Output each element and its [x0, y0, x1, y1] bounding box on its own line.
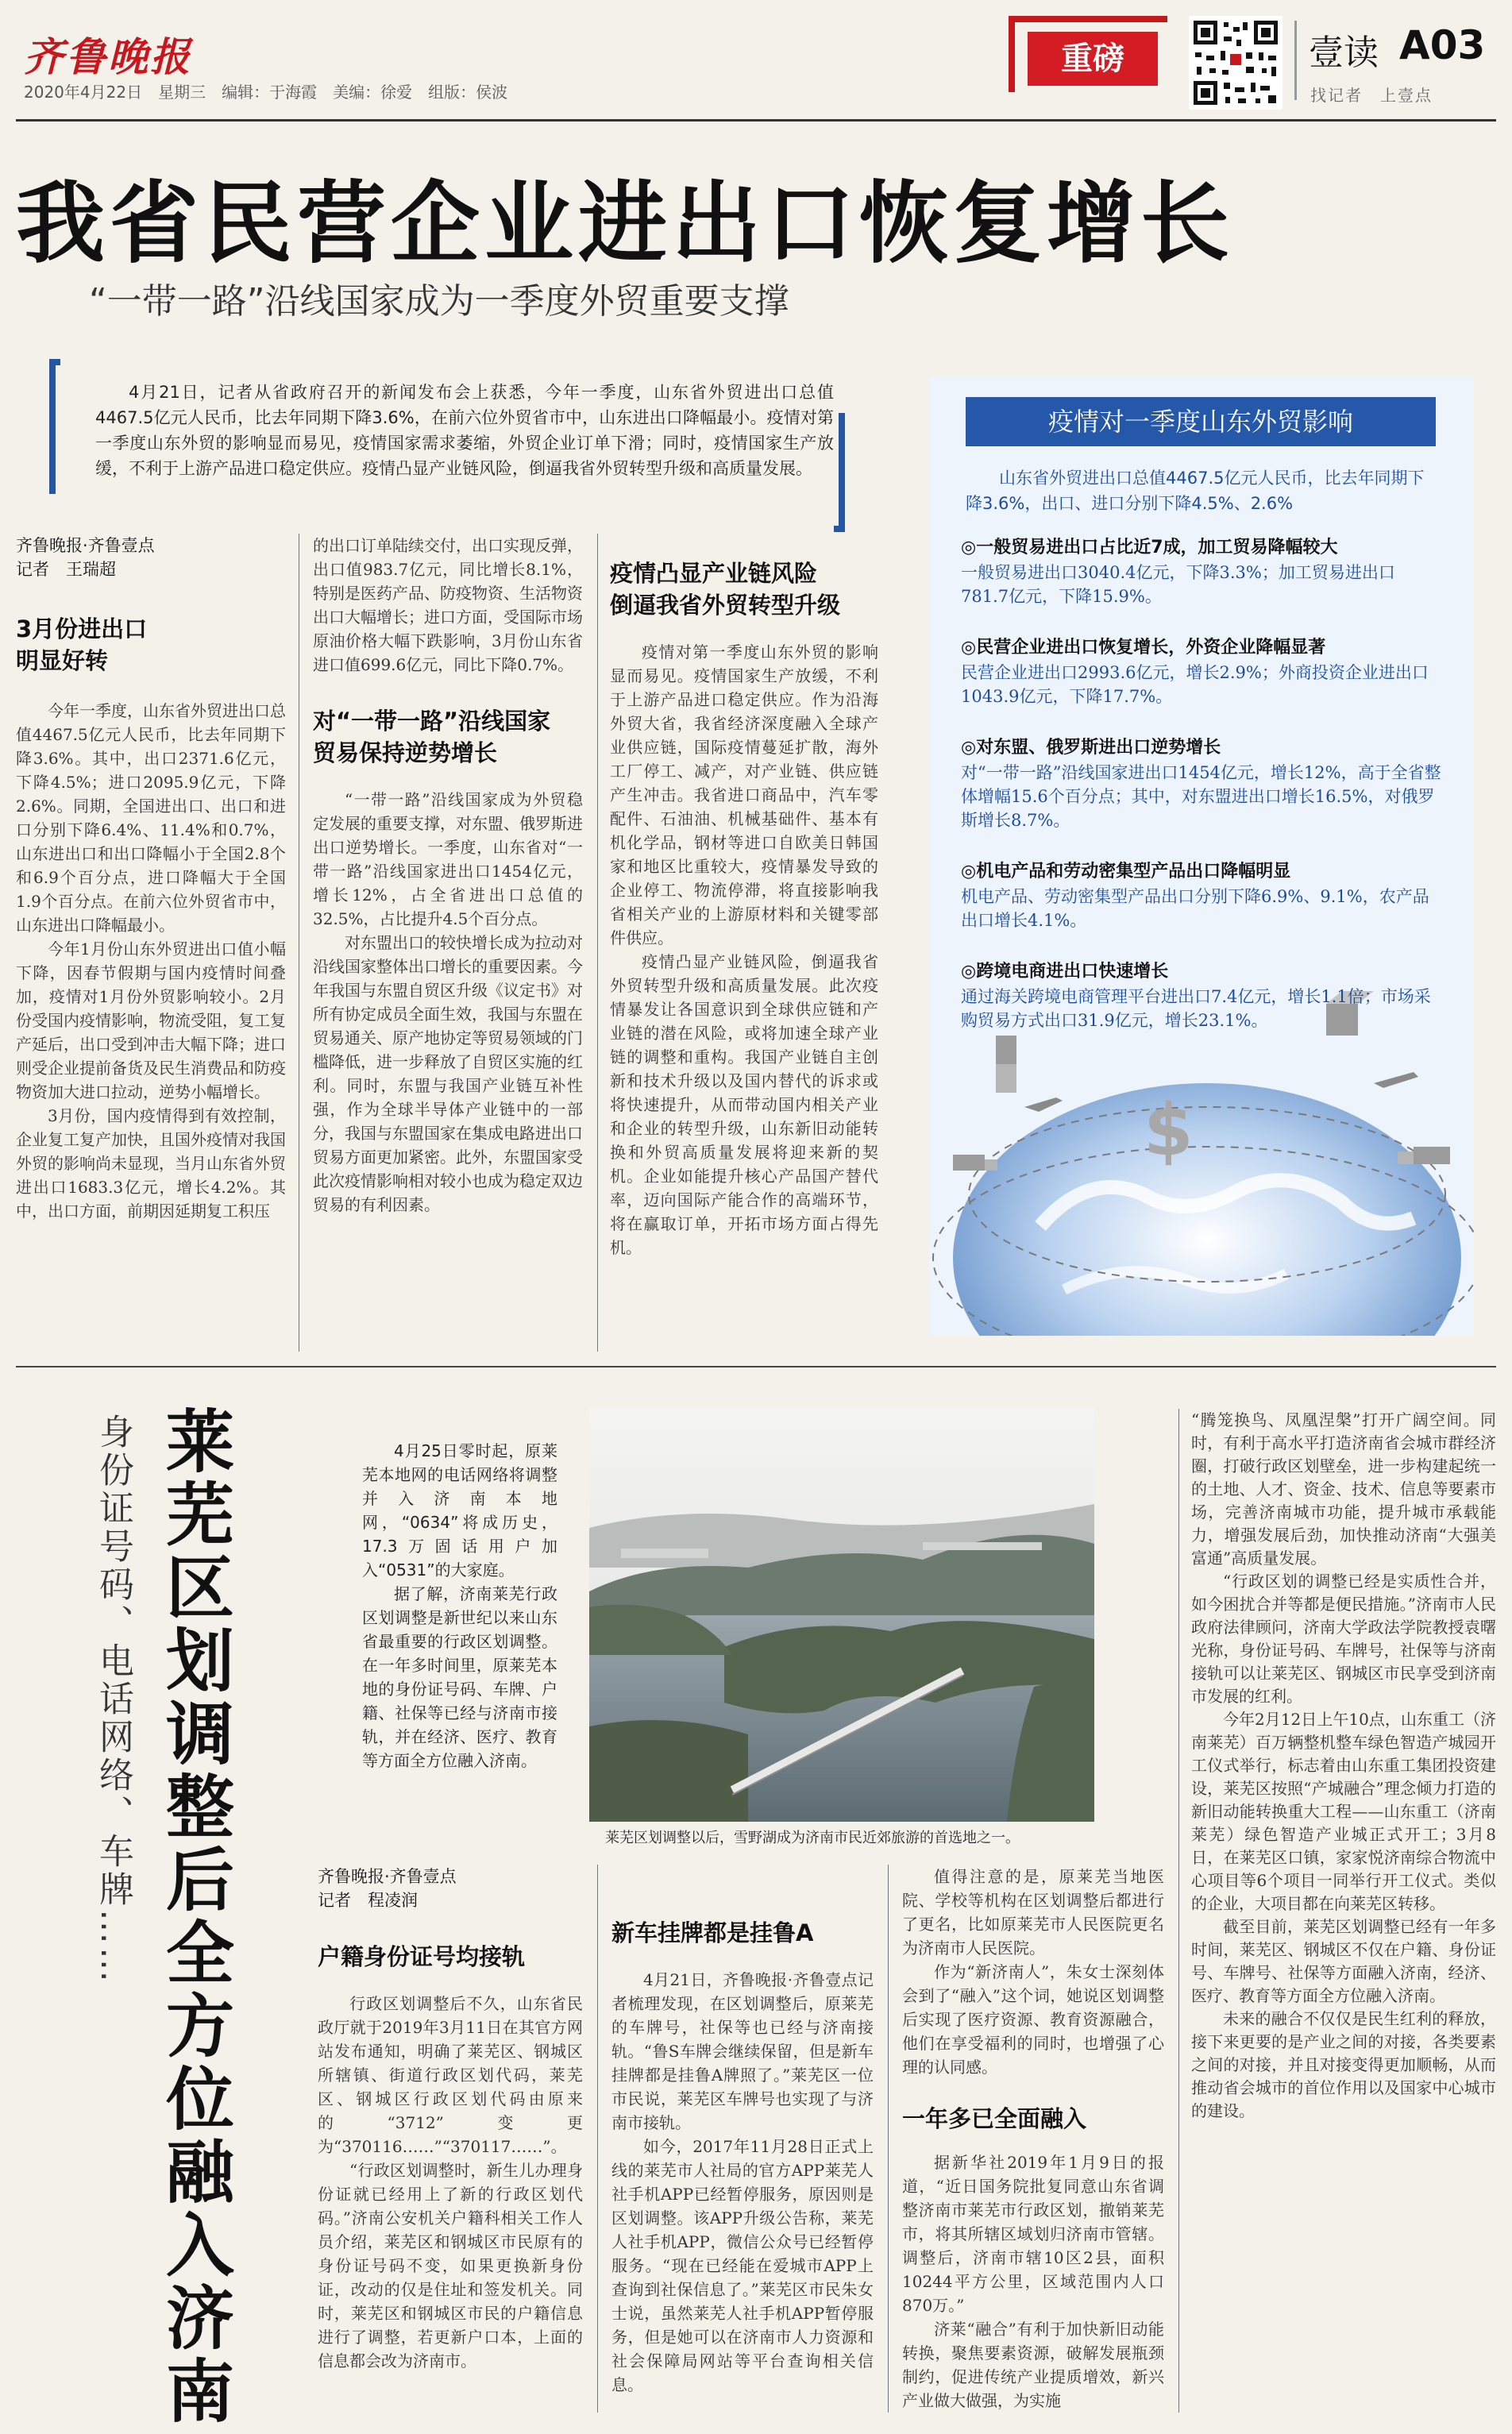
paragraph: 据新华社2019年1月9日的报道，“近日国务院批复同意山东省调整济南市莱芜市行政区划，撤销莱芜市，将其所辖区域划归济南市管辖。调整后，济南市辖10区2县，面积10244平方公里，区域范围内人口870万。”: [902, 2153, 1164, 2315]
story2-col2-text: [611, 1968, 874, 2397]
story1-subheading-2: 对“一带一路”沿线国家 贸易保持逆势增长: [313, 708, 551, 766]
masthead: [0, 0, 1512, 127]
story1-column-1: [16, 534, 286, 1352]
story1-source: 齐鲁晚报·齐鲁壹点: [16, 536, 155, 555]
lead-paragraph: 4月25日零时起，原莱芜本地网的电话网络将调整并入济南本地网，“0634”将成历史，17.3万固话用户加入“0531”的大家庭。: [362, 1441, 557, 1580]
paragraph: 今年一季度，山东省外贸进出口总值4467.5亿元人民币，比去年同期下降3.6%。其中，出口2371.6亿元，下降4.5%；进口2095.9亿元，下降2.6%。同期，全国进出口、出口和进口分别下降6.4%、11.4%和0.7%，山东进出口和出口降幅小于全国2.8个和6.9个百分点，进口降幅大于全国1.9个百分点。在前六位外贸省市中，山东进出口降幅最小。: [16, 701, 286, 935]
svg-text:$: $: [1144, 1089, 1194, 1172]
infobox-list: [961, 535, 1442, 1059]
paragraph: 的出口订单陆续交付，出口实现反弹，出口值983.7亿元，同比增长8.1%，特别是医药产品、防疫物资、生活物资出口大幅增长；进口方面，受国际市场原油价格大幅下跌影响，3月份山东省进口值699.6亿元，同比下降0.7%。: [313, 536, 583, 674]
paragraph: “腾笼换鸟、凤凰涅槃”打开广阔空间。同时，有利于高水平打造济南省会城市群经济圈，打破行政区划壁垒，进一步构建起统一的土地、人才、资金、技术、信息等要素市场，完善济南城市功能，提升城市承载能力，增强发展后劲，加快推动济南“大强美富通”高质量发展。: [1191, 1410, 1496, 1568]
story2-photo: [589, 1409, 1094, 1822]
paragraph: 如今，2017年11月28日正式上线的莱芜市人社局的官方APP莱芜人社手机APP已经暂停服务，原因则是区划调整。该APP升级公告称，莱芜人社手机APP，微信公众号已经暂停服务。“现在已经能在爱城市APP上查询到社保信息了。”莱芜区市民朱女士说，虽然莱芜人社手机APP暂停服务，但是她可以在济南市人力资源和社会保障局网站等平台查询相关信息。: [611, 2137, 874, 2394]
paragraph: 行政区划调整后不久，山东省民政厅就于2019年3月11日在其官方网站发布通知，明确了莱芜区、钢城区所辖镇、街道行政区划代码，莱芜区、钢城区行政区划代码由原来的“3712”变更为“370116……”“370117……”。: [318, 1994, 583, 2156]
story2-subheading-2: 新车挂牌都是挂鲁A: [611, 1919, 814, 1946]
paragraph: 值得注意的是，原莱芜当地医院、学校等机构在区划调整后都进行了更名，比如原莱芜市人民医院更名为济南市人民医院。: [902, 1867, 1164, 1958]
list-item: [961, 535, 1442, 608]
lead-bracket-left: [49, 359, 60, 494]
story-separator: [16, 1366, 1496, 1367]
story2-subheading-1: 户籍身份证号均接轨: [318, 1943, 526, 1970]
paragraph: 今年2月12日上午10点，山东重工（济南莱芜）百万辆整机整车绿色智造产城园开工仪式举行，标志着由山东重工集团投资建设，莱芜区按照“产城融合”理念倾力打造的新旧动能转换重大工程——山东重工（济南莱芜）绿色智造产业城正式开工；3月8日，在莱芜区口镇，家家悦济南综合物流中心项目等6个项目一同举行开工仪式。类似的企业，大项目都在向莱芜区转移。: [1191, 1710, 1496, 1913]
column-divider: [888, 1865, 889, 2413]
story2-col1-text: [318, 1992, 583, 2373]
photo-caption: 莱芜区划调整以后，雪野湖成为济南市民近郊旅游的首选地之一。: [605, 1830, 1020, 1846]
story2-subheading-3: 一年多已全面融入: [902, 2105, 1087, 2132]
list-item-text: 民营企业进出口2993.6亿元，增长2.9%；外商投资企业进出口1043.9亿元，下降17.7%。: [961, 663, 1429, 706]
list-item: [961, 959, 1442, 1032]
story1-headline: 我省民营企业进出口恢复增长: [16, 172, 1234, 276]
paragraph: 截至目前，莱芜区划调整已经有一年多时间，莱芜区、钢城区不仅在户籍、身份证号、车牌号、社保等方面融入济南，经济、医疗、教育等方面全方位融入济南。: [1191, 1917, 1496, 2005]
list-item: [961, 635, 1442, 708]
masthead-rule: [16, 119, 1496, 122]
paragraph: 疫情对第一季度山东外贸的影响显而易见。疫情国家生产放缓，不利于上游产品进口稳定供应。作为沿海外贸大省，我省经济深度融入全球产业供应链，国际疫情蔓延扩散，海外工厂停工、减产，对产业链、供应链产生冲击。我省进口商品中，汽车零配件、石油油、机械基础件、基本有机化学品，钢材等进口自欧美日韩国家和地区比重较大，疫情暴发导致的企业停工、物流停滞，将直接影响我省相关产业的上游原材料和关键零部件供应。: [610, 642, 878, 947]
story1-column-3: [610, 534, 878, 1352]
list-item-text: 机电产品、劳动密集型产品出口分别下降6.9%、9.1%，农产品出口增长4.1%。: [961, 887, 1429, 930]
story1-col2a-text: [313, 534, 583, 677]
paragraph: 对东盟出口的较快增长成为拉动对沿线国家整体出口增长的重要因素。今年我国与东盟自贸区升级《议定书》对所有协定成员全面生效，我国与东盟在贸易通关、原产地协定等贸易领域的门槛降低，进一步释放了自贸区实施的红利。同时，东盟与我国产业链互补性强，作为全球半导体产业链中的一部分，我国与东盟国家在集成电路进出口贸易方面更加紧密。此外，东盟国家受此次疫情影响相对较小也成为稳定双边贸易的有利因素。: [313, 933, 583, 1214]
infobox-intro: 山东省外贸进出口总值4467.5亿元人民币，比去年同期下降3.6%，出口、进口分别下降4.5%、2.6%: [966, 469, 1425, 513]
column-divider: [597, 1865, 598, 2413]
paragraph: “行政区划的调整已经是实质性合并，如今困扰合并等都是便民措施。”济南市人民政府法律顾问，济南大学政法学院教授袁曙光称，身份证号码、车牌号，社保等与济南接轨可以让莱芜区、钢城区市民享受到济南市发展的红利。: [1191, 1572, 1496, 1706]
list-item-text: 通过海关跨境电商管理平台进出口7.4亿元，增长1.1倍；市场采购贸易方式出口31.9亿元，增长23.1%。: [961, 987, 1431, 1030]
story2-column-2: [611, 1865, 874, 2413]
newspaper-logo: 齐鲁晚报: [24, 33, 192, 80]
paragraph: 3月份，国内疫情得到有效控制，企业复工复产加快，且国外疫情对我国外贸的影响尚未显现，当月山东省外贸进出口1683.3亿元，增长4.2%。其中，出口方面，前期因延期复工积压: [16, 1106, 286, 1221]
list-item-title: ◎对东盟、俄罗斯进出口逆势增长: [961, 738, 1221, 758]
story2-source: 齐鲁晚报·齐鲁壹点: [318, 1867, 457, 1886]
paragraph: 4月21日，齐鲁晚报·齐鲁壹点记者梳理发现，在区划调整后，原莱芜的车牌号，社保等也已经与济南接轨。“鲁S车牌会继续保留，但是新车挂牌都是挂鲁A牌照了。”莱芜区一位市民说，莱芜区车牌号也实现了与济南市接轨。: [611, 1970, 874, 2132]
paragraph: 作为“新济南人”，朱女士深刻体会到了“融入”这个词，她说区划调整后实现了医疗资源、教育资源融合，他们在享受福利的同时，也增强了心理的认同感。: [902, 1962, 1164, 2077]
story1-subheading-3: 疫情凸显产业链风险 倒逼我省外贸转型升级: [610, 560, 841, 619]
story1-col3-text: [610, 640, 878, 1259]
story1-column-2: [313, 534, 583, 1352]
paragraph: “一带一路”沿线国家成为外贸稳定发展的重要支撑，对东盟、俄罗斯进出口逆势增长。一季度，山东省对“一带一路”沿线国家进出口1454亿元，增长12%，占全省进出口总值的32.5%，占比提升4.5个百分点。: [313, 790, 583, 928]
infobox-title: 疫情对一季度山东外贸影响: [966, 397, 1436, 446]
story2-column-4: [1191, 1409, 1496, 2417]
story2-vertical-subheadline: 身份证号码、电话网络、车牌……: [93, 1414, 133, 1985]
lake-aerial-photo: [589, 1409, 1094, 1822]
story1-lead: 4月21日，记者从省政府召开的新闻发布会上获悉，今年一季度，山东省外贸进出口总值4467.5亿元人民币，比去年同期下降3.6%，在前六位外贸省市中，山东进出口降幅最小。疫情对第一季度山东外贸的影响显而易见，疫情国家需求萎缩，外贸企业订单下滑；同时，疫情国家生产放缓，不利于上游产品进口稳定供应。疫情凸显产业链风险，倒逼我省外贸转型升级和高质量发展。: [95, 383, 834, 478]
list-item-title: ◎民营企业进出口恢复增长，外资企业降幅显著: [961, 638, 1326, 658]
list-item-title: ◎一般贸易进出口占比近7成，加工贸易降幅较大: [961, 538, 1338, 557]
list-item: [961, 735, 1442, 832]
paragraph: “行政区划调整时，新生儿办理身份证就已经用上了新的行政区划代码。”济南公安机关户籍科相关工作人员介绍，莱芜区和钢城区市民原有的身份证号码不变，如果更换新身份证，改动的仅是住址和签发机关。同时，莱芜区和钢城区市民的户籍信息进行了调整，若更新户口本，上面的信息都会改为济南市。: [318, 2161, 583, 2370]
paragraph: 未来的融合不仅仅是民生红利的释放，接下来更要的是产业之间的对接，各类要素之间的对接，并且对接变得更加顺畅，从而推动省会城市的首位作用以及国家中心城市的建设。: [1191, 2009, 1496, 2120]
list-item: [961, 859, 1442, 932]
list-item-title: ◎机电产品和劳动密集型产品出口降幅明显: [961, 862, 1291, 881]
story2-col3a-text: [902, 1865, 1164, 2079]
story2-reporter: 记者 程凌润: [318, 1891, 418, 1910]
story1-subheading-1: 3月份进出口 明显好转: [16, 615, 148, 674]
lead-paragraph: 据了解，济南莱芜行政区划调整是新世纪以来山东省最重要的行政区划调整。在一年多时间里，原莱芜本地的身份证号码、车牌、户籍、社保等已经与济南市接轨，并在经济、医疗、教育等方面全方位融入济南。: [362, 1584, 557, 1770]
list-item-title: ◎跨境电商进出口快速增长: [961, 962, 1169, 982]
column-divider: [1178, 1409, 1179, 2413]
masthead-divider: [1294, 21, 1297, 100]
infobox: [929, 376, 1474, 1336]
list-item-text: 一般贸易进出口3040.4亿元，下降3.3%；加工贸易进出口781.7亿元，下降15.9%。: [961, 563, 1395, 606]
story1-reporter: 记者 王瑞超: [16, 560, 116, 579]
list-item-text: 对“一带一路”沿线国家进出口1454亿元，增长12%，高于全省整体增幅15.6个百分点；其中，对东盟进出口增长16.5%，对俄罗斯增长8.7%。: [961, 763, 1441, 830]
paragraph: 济莱“融合”有利于加快新旧动能转换，聚焦要素资源，破解发展瓶颈制约，促进传统产业提质增效，新兴产业做大做强，为实施: [902, 2320, 1164, 2410]
slogan: 找记者 上壹点: [1310, 86, 1433, 105]
page-number: A03: [1399, 22, 1486, 68]
section-tag: 重磅: [1028, 32, 1158, 86]
column-divider: [597, 534, 598, 1352]
issue-meta: 2020年4月22日 星期三 编辑：于海霞 美编：徐爱 组版：侯波: [24, 83, 508, 102]
qr-code-icon: [1189, 16, 1282, 110]
story2-col3b-text: [902, 2150, 1164, 2413]
story2-column-1: [318, 1865, 583, 2413]
lead-bracket-right: [834, 413, 845, 532]
story1-col1-text: [16, 699, 286, 1223]
story1-subheadline: “一带一路”沿线国家成为一季度外贸重要支撑: [89, 281, 789, 322]
paragraph: 今年1月份山东外贸进出口值小幅下降，因春节假期与国内疫情时间叠加，疫情对1月份外贸影响较小。2月份受国内疫情影响，物流受阻，复工复产延后，出口受到冲击大幅下降；进口则受企业提前备货及民生消费品和防疫物资加大进口拉动，逆势小幅增长。: [16, 939, 286, 1101]
story2-column-3: [902, 1865, 1164, 2413]
story2-lead: [362, 1439, 557, 1772]
paragraph: 疫情凸显产业链风险，倒逼我省外贸转型升级和高质量发展。此次疫情暴发让各国意识到全球供应链和产业链的潜在风险，或将加速全球产业链的调整和重构。我国产业链自主创新和技术升级以及国内替代的诉求或将快速提升，从而带动国内相关产业和企业的转型升级，山东新旧动能转换和外贸高质量发展将迎来新的契机。企业如能提升核心产品国产替代率，迈向国际产能合作的高端环节，将在赢取订单，开拓市场方面占得先机。: [610, 952, 878, 1257]
story2-vertical-headline: 莱芜区划调整后全方位融入济南: [154, 1406, 233, 2428]
story1-col2b-text: [313, 788, 583, 1217]
story2-col4-text: [1191, 1409, 1496, 2123]
page-name: 壹读: [1309, 33, 1379, 73]
